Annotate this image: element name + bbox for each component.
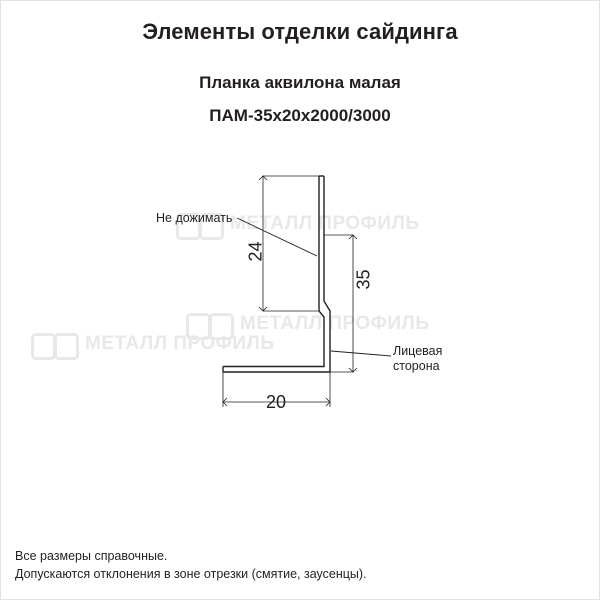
dimension-24 <box>259 176 319 311</box>
watermark-text: МЕТАЛЛ ПРОФИЛЬ <box>240 313 430 334</box>
leader-face-side <box>331 351 391 356</box>
footer-line-2: Допускаются отклонения в зоне отрезки (смятие, заусенцы). <box>15 567 367 581</box>
product-name: Планка аквилона малая <box>199 73 401 92</box>
profile-body-right <box>324 301 330 366</box>
watermark-text: МЕТАЛЛ ПРОФИЛЬ <box>85 333 275 354</box>
technical-drawing <box>1 151 600 451</box>
dimension-label-20: 20 <box>266 392 287 412</box>
footer-line-1: Все размеры справочные. <box>15 549 168 563</box>
dimension-label-24: 24 <box>245 241 266 262</box>
product-code: ПАМ-35x20x2000/3000 <box>209 106 391 125</box>
watermark-text: МЕТАЛЛ ПРОФИЛЬ <box>230 213 420 234</box>
note-not-press: Не дожимать <box>156 211 233 225</box>
footer-notes <box>15 547 367 583</box>
note-face-side-line2: сторона <box>393 359 440 373</box>
profile-bottom-flange-inner <box>223 366 324 367</box>
note-face-side-line1: Лицевая <box>393 344 443 358</box>
dimension-label-35: 35 <box>353 269 374 290</box>
page-title: Элементы отделки сайдинга <box>142 19 458 44</box>
profile-body-left <box>319 311 324 366</box>
profile-outline <box>223 176 330 372</box>
